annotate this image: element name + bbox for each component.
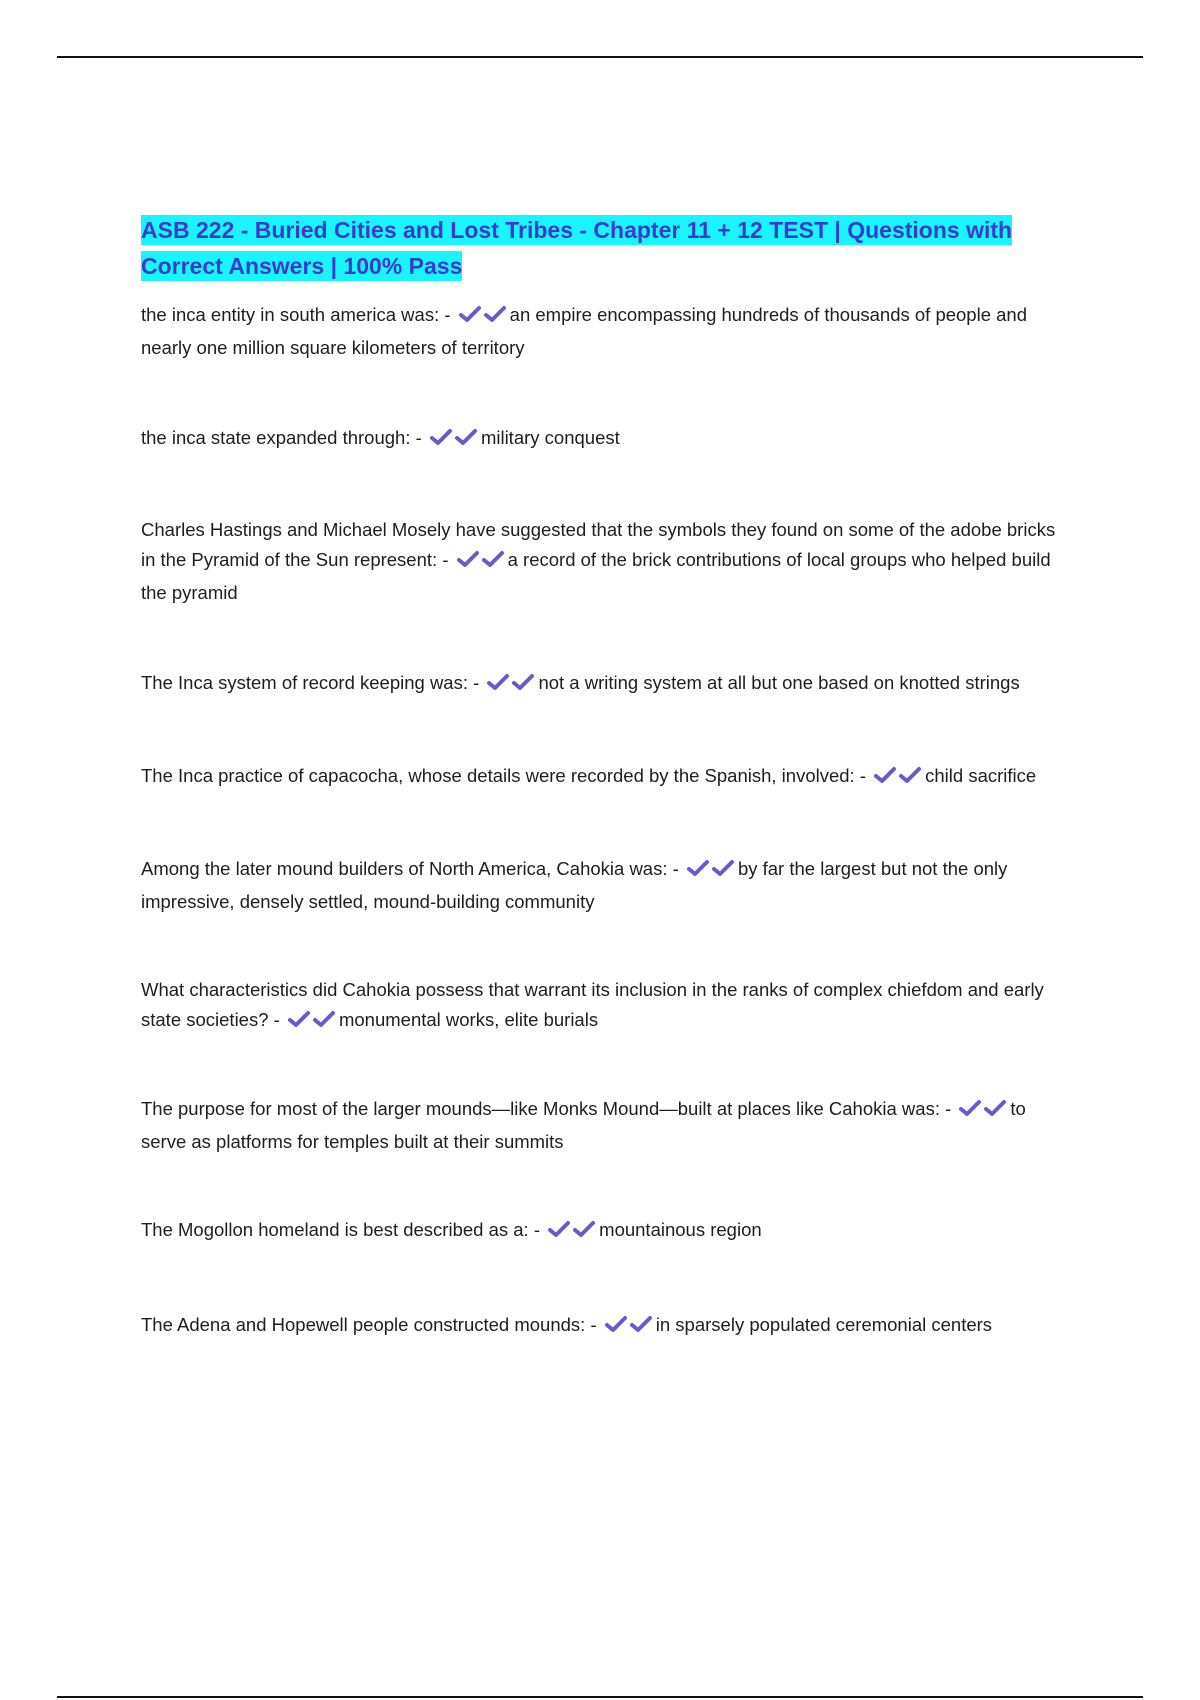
double-check-icon <box>429 426 479 456</box>
separator: - <box>533 1219 541 1240</box>
answer-text: by far the largest but not the only impressive, densely settled, mound-building community <box>141 858 1008 912</box>
separator: - <box>473 672 480 693</box>
answer-text: mountainous region <box>599 1219 762 1240</box>
qa-list <box>141 300 1066 1343</box>
qa-item <box>141 975 1066 1038</box>
question-text: Among the later mound builders of North America, Cahokia was: <box>141 858 668 879</box>
question-text: The Mogollon homeland is best described as a: <box>141 1219 529 1240</box>
qa-item <box>141 1094 1066 1157</box>
question-text: Charles Hastings and Michael Mosely have suggested that the symbols they found on some of the adobe bricks in the Pyramid of the Sun represent: <box>141 519 1056 570</box>
qa-item <box>141 668 1066 701</box>
question-text: the inca state expanded through: <box>141 427 411 448</box>
separator: - <box>415 427 422 448</box>
qa-item <box>141 300 1066 363</box>
question-text: The Inca system of record keeping was: <box>141 672 468 693</box>
qa-item <box>141 515 1066 608</box>
document-title <box>141 212 1066 284</box>
question-text: The Adena and Hopewell people constructed mounds: <box>141 1314 586 1335</box>
separator: - <box>859 765 866 786</box>
qa-item <box>141 1310 1066 1343</box>
qa-item <box>141 423 1066 456</box>
double-check-icon <box>486 671 536 701</box>
answer-text: a record of the brick contributions of local groups who helped build the pyramid <box>141 549 1051 603</box>
separator: - <box>945 1098 952 1119</box>
separator: - <box>590 1314 597 1335</box>
question-text: The purpose for most of the larger mounds—like Monks Mound—built at places like Cahokia was: <box>141 1098 940 1119</box>
bottom-rule <box>57 1696 1143 1698</box>
answer-text: not a writing system at all but one based on knotted strings <box>538 672 1020 693</box>
double-check-icon <box>686 857 736 887</box>
separator: - <box>442 549 449 570</box>
answer-text: monumental works, elite burials <box>338 1009 599 1030</box>
title-highlight: ASB 222 - Buried Cities and Lost Tribes - Chapter 11 + 12 TEST | Questions with Correct Answers | 100% Pass <box>141 217 1013 279</box>
question-text: What characteristics did Cahokia possess that warrant its inclusion in the ranks of complex chiefdom and early state societies? <box>141 979 1044 1030</box>
separator: - <box>273 1009 280 1030</box>
qa-item <box>141 761 1066 794</box>
question-text: the inca entity in south america was: <box>141 304 440 325</box>
question-text: The Inca practice of capacocha, whose details were recorded by the Spanish, involved: <box>141 765 855 786</box>
double-check-icon <box>958 1097 1008 1127</box>
double-check-icon <box>547 1218 597 1248</box>
double-check-icon <box>287 1008 337 1038</box>
answer-text: an empire encompassing hundreds of thousands of people and nearly one million square kilometers of territory <box>141 304 1028 358</box>
answer-text: child sacrifice <box>925 765 1037 786</box>
double-check-icon <box>873 764 923 794</box>
answer-text: military conquest <box>480 427 620 448</box>
answer-text: in sparsely populated ceremonial centers <box>655 1314 993 1335</box>
double-check-icon <box>458 303 508 333</box>
separator: - <box>672 858 679 879</box>
separator: - <box>444 304 451 325</box>
double-check-icon <box>456 548 506 578</box>
double-check-icon <box>604 1313 654 1343</box>
qa-item <box>141 1215 1066 1248</box>
top-rule <box>57 56 1143 58</box>
answer-text: to serve as platforms for temples built at their summits <box>141 1098 1026 1152</box>
qa-item <box>141 854 1066 917</box>
document-body <box>141 212 1066 1343</box>
